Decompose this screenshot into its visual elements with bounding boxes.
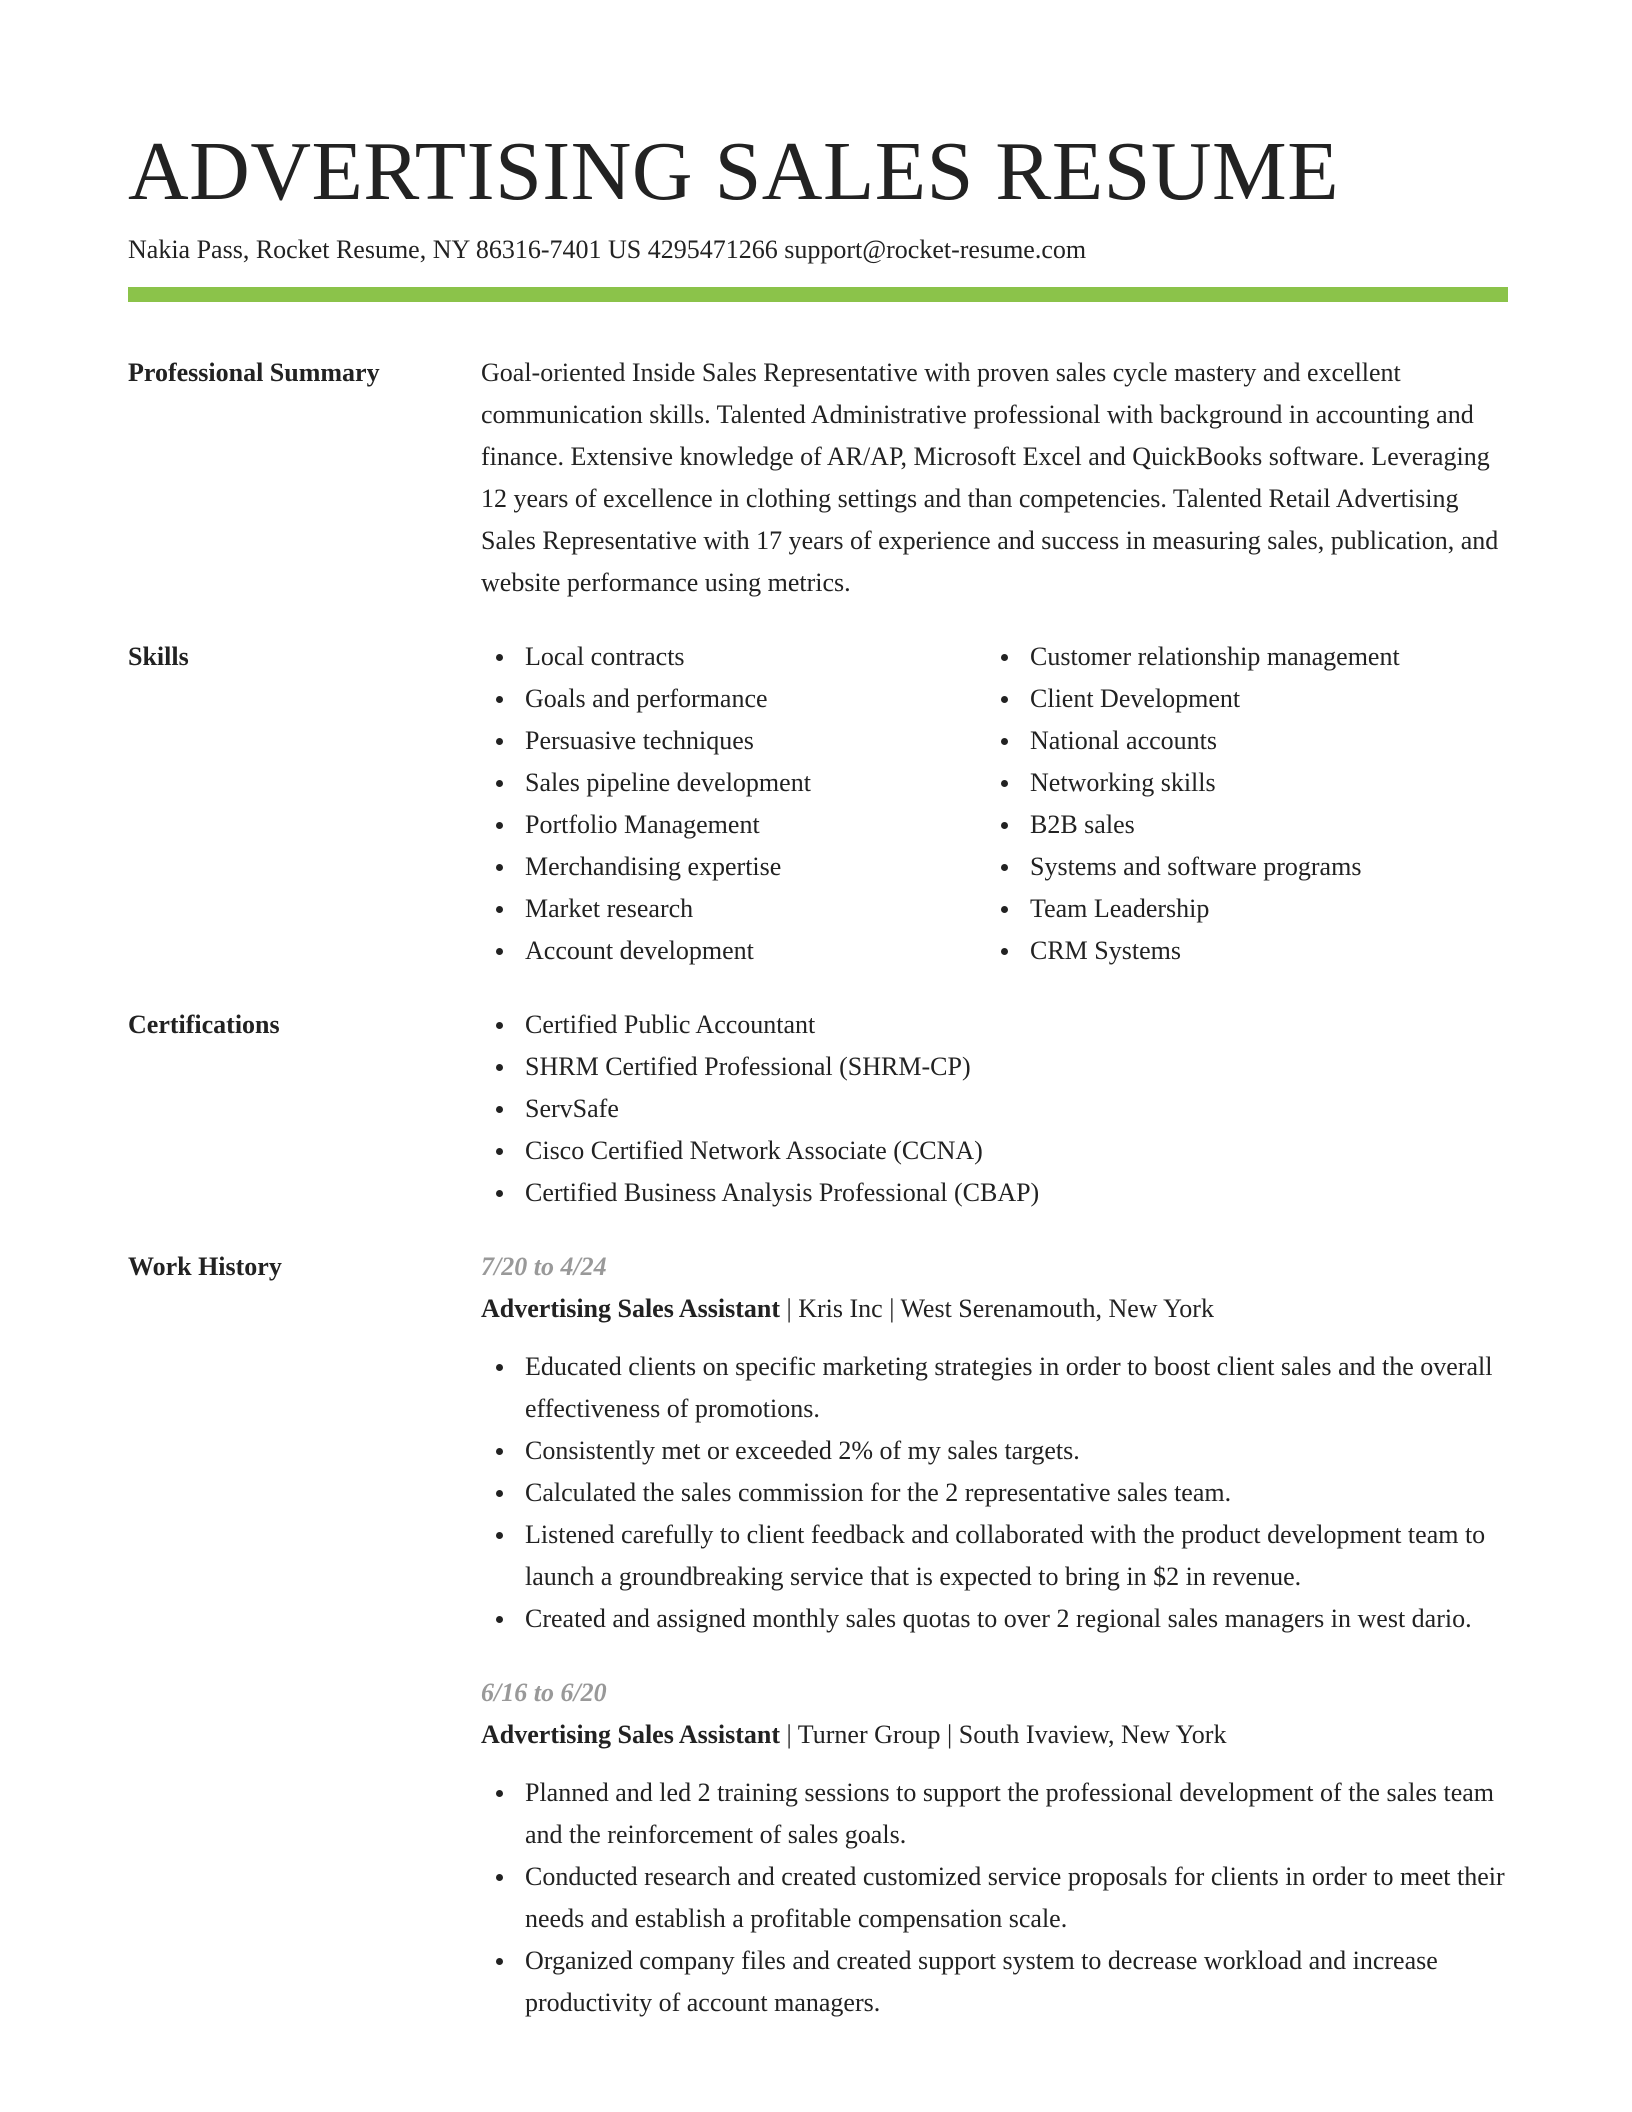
skill-item: Sales pipeline development xyxy=(481,762,986,804)
job-bullet: Conducted research and created customized service proposals for clients in order to meet their needs and establish a profitable compensation scale. xyxy=(481,1856,1508,1940)
skill-item: Systems and software programs xyxy=(986,846,1491,888)
contact-line: Nakia Pass, Rocket Resume, NY 86316-7401 US 4295471266 support@rocket-resume.com xyxy=(128,235,1087,264)
job-entry xyxy=(481,1246,1508,1640)
job-bullet: Consistently met or exceeded 2% of my sales targets. xyxy=(481,1430,1508,1472)
certification-item: Cisco Certified Network Associate (CCNA) xyxy=(481,1130,1508,1172)
skill-item: B2B sales xyxy=(986,804,1491,846)
job-heading xyxy=(481,1288,1508,1330)
skill-item: Local contracts xyxy=(481,636,986,678)
certifications-list xyxy=(481,1004,1508,1214)
job-details: | Kris Inc | West Serenamouth, New York xyxy=(780,1294,1214,1323)
job-dates: 6/16 to 6/20 xyxy=(481,1678,607,1707)
section-label: Work History xyxy=(128,1252,282,1281)
job-bullet: Planned and led 2 training sessions to support the professional development of the sales team and the reinforcement of sales goals. xyxy=(481,1772,1508,1856)
job-dates: 7/20 to 4/24 xyxy=(481,1252,607,1281)
certification-item: ServSafe xyxy=(481,1088,1508,1130)
job-bullet: Educated clients on specific marketing strategies in order to boost client sales and the overall effectiveness of promotions. xyxy=(481,1346,1508,1430)
skill-item: National accounts xyxy=(986,720,1491,762)
resume-page xyxy=(128,118,1508,2024)
skill-item: Portfolio Management xyxy=(481,804,986,846)
skill-item: Team Leadership xyxy=(986,888,1491,930)
certification-item: SHRM Certified Professional (SHRM-CP) xyxy=(481,1046,1508,1088)
skill-item: Networking skills xyxy=(986,762,1491,804)
skill-item: CRM Systems xyxy=(986,930,1491,972)
job-entry xyxy=(481,1672,1508,2024)
skill-item: Market research xyxy=(481,888,986,930)
section-label: Professional Summary xyxy=(128,358,380,387)
skill-item: Goals and performance xyxy=(481,678,986,720)
section-label: Skills xyxy=(128,642,189,671)
skill-item: Client Development xyxy=(986,678,1491,720)
summary-text: Goal-oriented Inside Sales Representative with proven sales cycle mastery and excellent communication skills. Talented Administrative professional with background in accounting and finance. Extensive knowledge of AR/AP, Microsoft Excel and QuickBooks software. Leveraging 12 years of excellence in clothing settings and than competencies. Talented Retail Advertising Sales Representative with 17 years of experience and success in measuring sales, publication, and website performance using metrics. xyxy=(481,358,1499,597)
work-history-section xyxy=(128,1246,1508,2024)
job-bullets xyxy=(481,1772,1508,2024)
skill-item: Account development xyxy=(481,930,986,972)
job-title: Advertising Sales Assistant xyxy=(481,1720,781,1749)
job-title: Advertising Sales Assistant xyxy=(481,1294,781,1323)
skill-item: Customer relationship management xyxy=(986,636,1491,678)
job-bullet: Listened carefully to client feedback and collaborated with the product development team to launch a groundbreaking service that is expected to bring in $2 in revenue. xyxy=(481,1514,1508,1598)
summary-section xyxy=(128,352,1508,604)
skill-item: Persuasive techniques xyxy=(481,720,986,762)
job-bullet: Calculated the sales commission for the 2 representative sales team. xyxy=(481,1472,1508,1514)
job-bullets xyxy=(481,1346,1508,1640)
resume-title: ADVERTISING SALES RESUME xyxy=(128,125,1340,218)
certification-item: Certified Public Accountant xyxy=(481,1004,1508,1046)
header-divider xyxy=(128,287,1508,302)
section-label: Certifications xyxy=(128,1010,280,1039)
skills-section xyxy=(128,636,1508,972)
job-bullet: Created and assigned monthly sales quotas to over 2 regional sales managers in west dario. xyxy=(481,1598,1508,1640)
skills-list-left xyxy=(481,636,986,972)
certifications-section xyxy=(128,1004,1508,1214)
job-details: | Turner Group | South Ivaview, New York xyxy=(780,1720,1227,1749)
skill-item: Merchandising expertise xyxy=(481,846,986,888)
job-bullet: Organized company files and created support system to decrease workload and increase productivity of account managers. xyxy=(481,1940,1508,2024)
skills-list-right xyxy=(986,636,1491,972)
job-heading xyxy=(481,1714,1508,1756)
certification-item: Certified Business Analysis Professional (CBAP) xyxy=(481,1172,1508,1214)
